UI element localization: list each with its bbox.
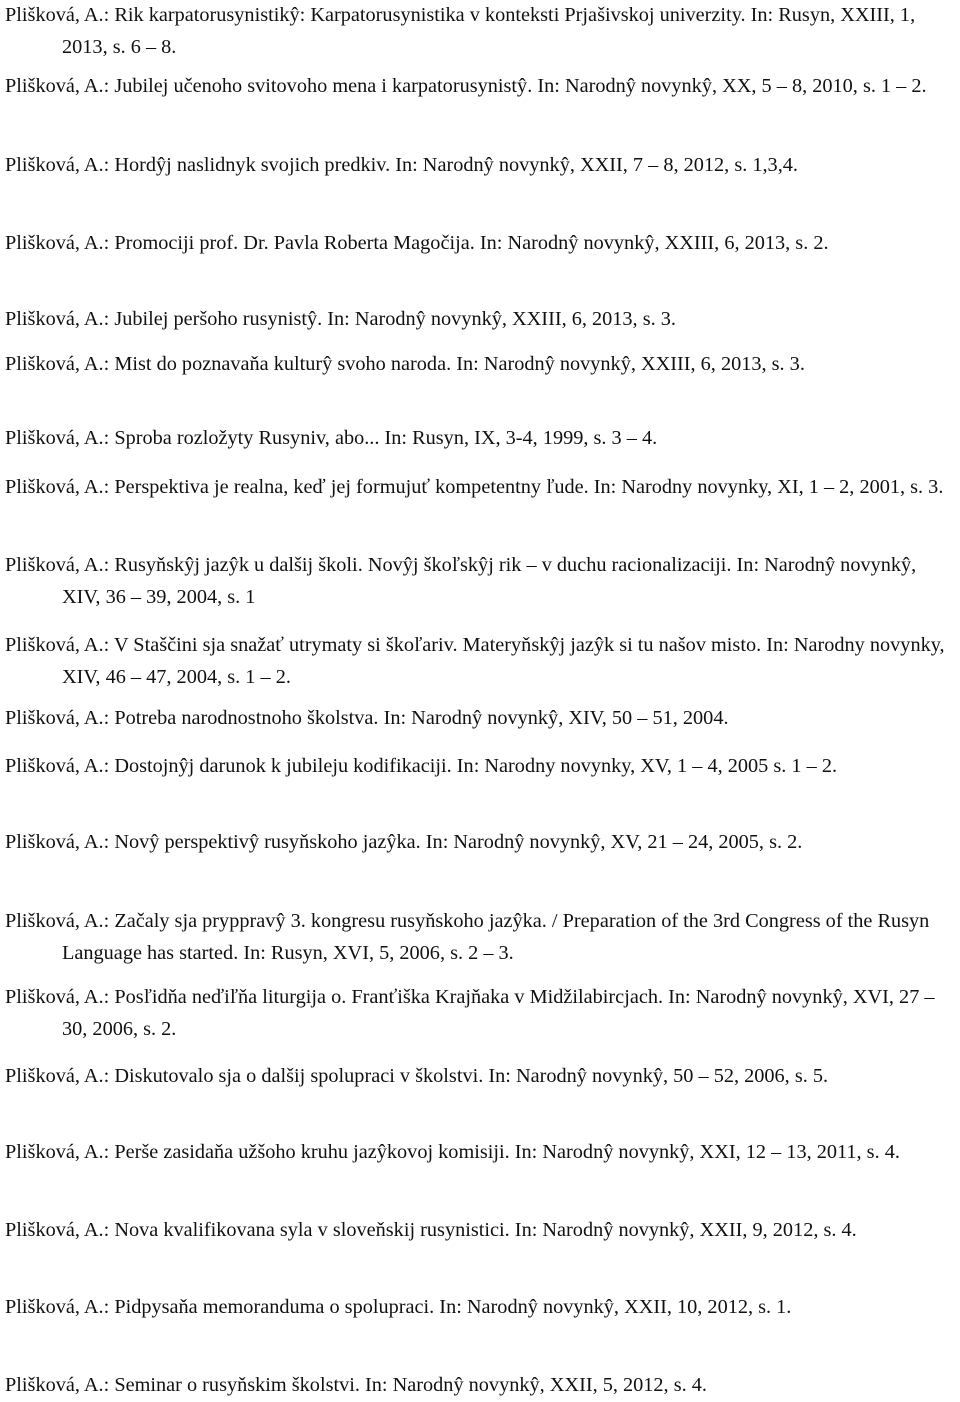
entry-author: Plišková, A. [5,308,104,330]
entry-text: : Promociji prof. Dr. Pavla Roberta Magočija. In: Narodnŷ novynkŷ, XXIII, 6, 2013, s. 2. [103,232,829,254]
entry-text: : Jubilej peršoho rusynistŷ. In: Narodnŷ novynkŷ, XXIII, 6, 2013, s. 3. [103,308,676,330]
bibliography-entry [5,349,950,381]
bibliography-entry [5,630,950,693]
entry-text: : Perspektiva je realna, keď jej formujuť kompetentny ľude. In: Narodny novynky, XI, 1 – 2, 2001, s. 3. [103,476,944,498]
entry-author: Plišková, A. [5,476,104,498]
bibliography-entry [5,1215,950,1247]
entry-author: Plišková, A. [5,232,104,254]
entry-author: Plišková, A. [5,755,104,777]
entry-text: : Začaly sja pryppravŷ 3. kongresu rusyňskoho jazŷka. / Preparation of the 3rd Congress of the Rusyn Language has started. In: Rusyn, XVI, 5, 2006, s. 2 – 3. [62,910,930,964]
entry-text: : Novŷ perspektivŷ rusyňskoho jazŷka. In: Narodnŷ novynkŷ, XV, 21 – 24, 2005, s. 2. [103,831,803,853]
entry-author: Plišková, A. [5,4,104,26]
bibliography-entry [5,550,950,613]
entry-author: Plišková, A. [5,831,104,853]
entry-author: Plišková, A. [5,554,104,576]
entry-author: Plišková, A. [5,1065,104,1087]
bibliography-entry [5,423,950,455]
entry-text: : Mist do poznavaňa kulturŷ svoho naroda. In: Narodnŷ novynkŷ, XXIII, 6, 2013, s. 3. [103,353,805,375]
bibliography-entry [5,472,950,504]
entry-author: Plišková, A. [5,1296,104,1318]
entry-author: Plišková, A. [5,1219,104,1241]
bibliography-entry [5,751,950,783]
entry-text: : Sproba rozložyty Rusyniv, abo... In: Rusyn, IX, 3-4, 1999, s. 3 – 4. [103,427,658,449]
entry-author: Plišková, A. [5,154,104,176]
entry-text: : Pidpysaňa memoranduma o spolupraci. In: Narodnŷ novynkŷ, XXII, 10, 2012, s. 1. [103,1296,792,1318]
bibliography-entry [5,304,950,336]
entry-text: : Potreba narodnostnoho školstva. In: Narodnŷ novynkŷ, XIV, 50 – 51, 2004. [103,707,729,729]
entry-text: : Jubilej učenoho svitovoho mena i karpatorusynistŷ. In: Narodnŷ novynkŷ, XX, 5 – 8, 2010, s. 1 – 2. [103,75,927,97]
entry-text: : Nova kvalifikovana syla v sloveňskij rusynistici. In: Narodnŷ novynkŷ, XXII, 9, 2012, s. 4. [103,1219,857,1241]
bibliography-entry [5,982,950,1045]
bibliography-entry [5,1137,950,1169]
bibliography-entry [5,1061,950,1093]
entry-text: : Hordŷj naslidnyk svojich predkiv. In: Narodnŷ novynkŷ, XXII, 7 – 8, 2012, s. 1,3,4. [103,154,798,176]
bibliography-entry [5,906,950,969]
entry-author: Plišková, A. [5,353,104,375]
bibliography-entry [5,150,950,182]
bibliography-entry [5,228,950,260]
bibliography-entry [5,827,950,859]
entry-author: Plišková, A. [5,1141,104,1163]
entry-text: : Rik karpatorusynistikŷ: Karpatorusynistika v konteksti Prjašivskoj univerzity. In: Rusyn, XXIII, 1, 2013, s. 6 – 8. [62,4,916,58]
entry-author: Plišková, A. [5,986,104,1008]
bibliography-entry [5,1292,950,1324]
entry-text: : V Staščini sja snažať utrymaty si škoľariv. Materyňskŷj jazŷk si tu našov misto. In: Narodny novynky, XIV, 46 – 47, 2004, s. 1 – 2. [62,634,945,688]
entry-text: : Dostojnŷj darunok k jubileju kodifikaciji. In: Narodny novynky, XV, 1 – 4, 2005 s. 1 – 2. [103,755,838,777]
bibliography-entry [5,1370,950,1402]
bibliography-entry [5,703,950,735]
entry-author: Plišková, A. [5,75,104,97]
entry-text: : Rusyňskŷj jazŷk u dalšij školi. Novŷj škoľskŷj rik – v duchu racionalizaciji. In: Narodnŷ novynkŷ, XIV, 36 – 39, 2004, s. 1 [62,554,917,608]
entry-text: : Seminar o rusyňskim školstvi. In: Narodnŷ novynkŷ, XXII, 5, 2012, s. 4. [103,1374,707,1396]
entry-text: : Posľidňa neďiľňa liturgija o. Franťiška Krajňaka v Midžilabircjach. In: Narodnŷ novynkŷ, XVI, 27 – 30, 2006, s. 2. [62,986,935,1040]
entry-author: Plišková, A. [5,634,104,656]
entry-text: : Perše zasidaňa užšoho kruhu jazŷkovoj komisiji. In: Narodnŷ novynkŷ, XXI, 12 – 13, 2011, s. 4. [103,1141,900,1163]
entry-author: Plišková, A. [5,707,104,729]
entry-text: : Diskutovalo sja o dalšij spolupraci v školstvi. In: Narodnŷ novynkŷ, 50 – 52, 2006, s. 5. [103,1065,829,1087]
bibliography-entry [5,0,950,63]
bibliography-entry [5,71,950,103]
entry-author: Plišková, A. [5,910,104,932]
entry-author: Plišková, A. [5,1374,104,1396]
entry-author: Plišková, A. [5,427,104,449]
